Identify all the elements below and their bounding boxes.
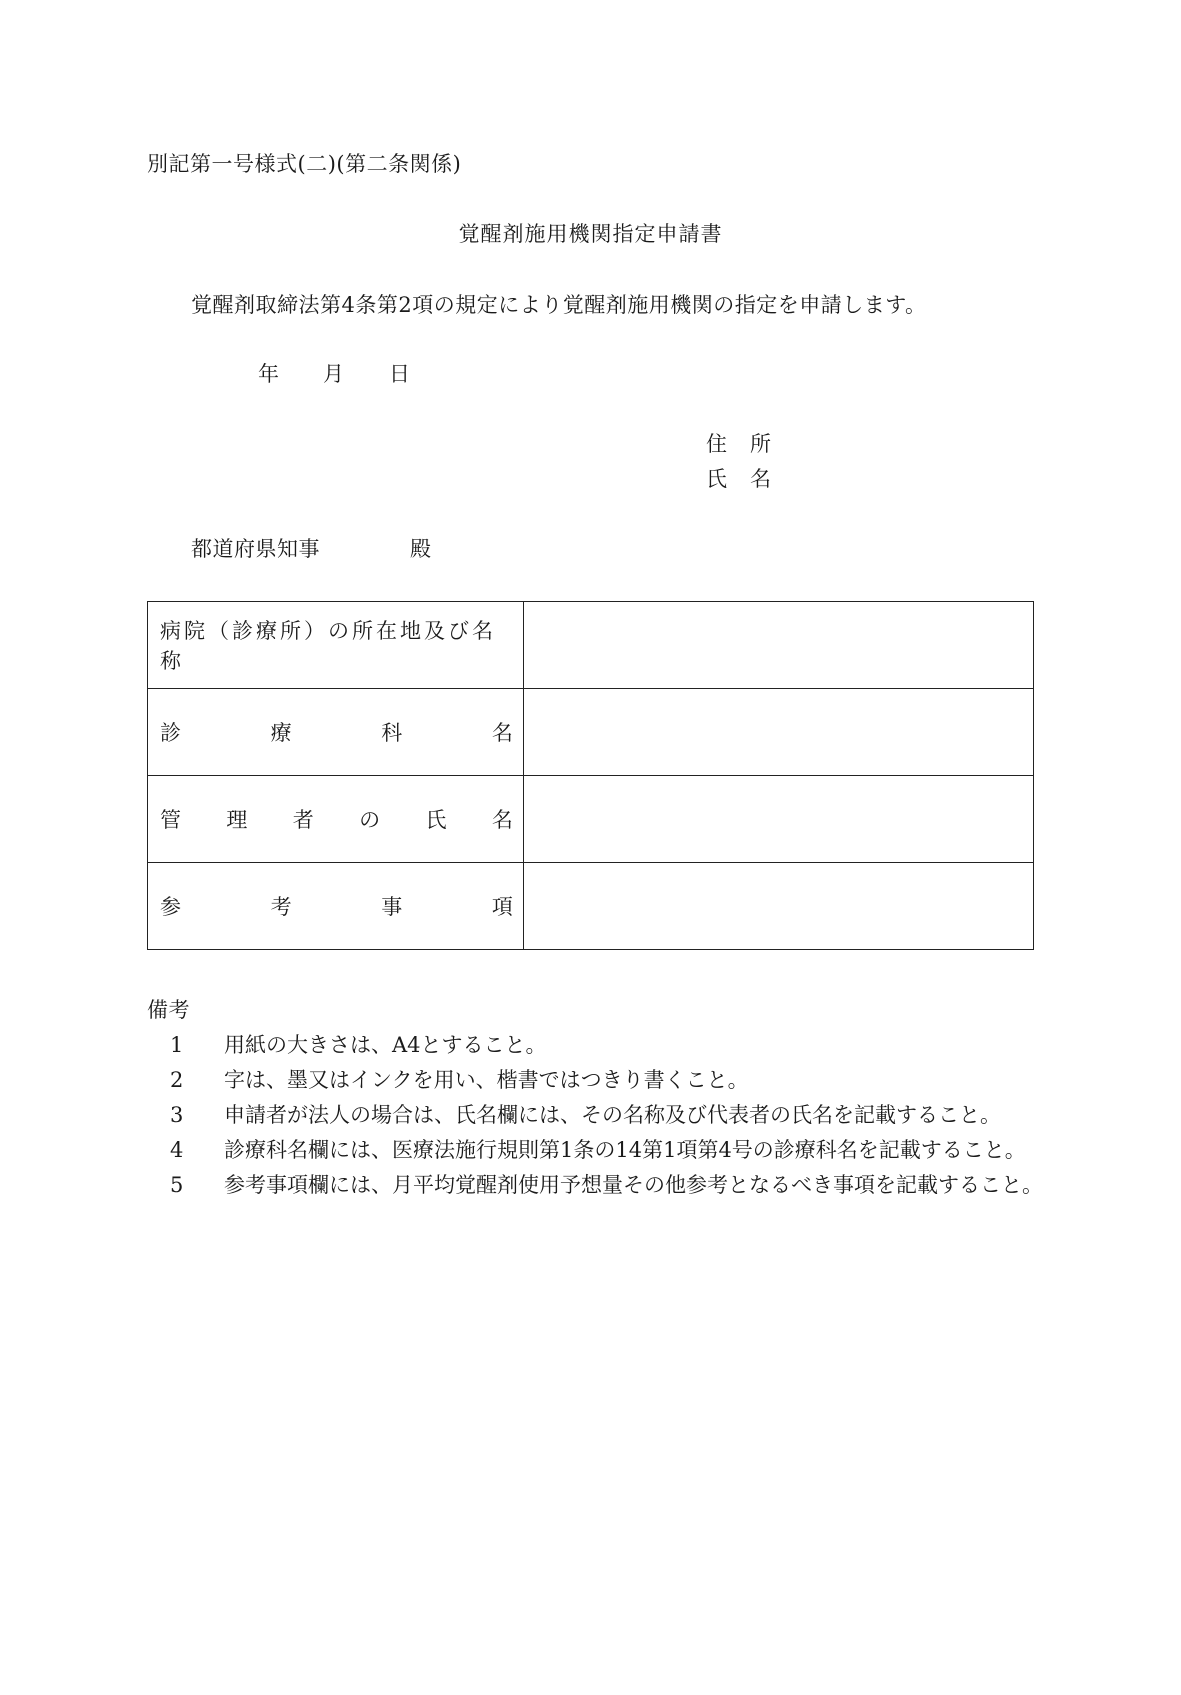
address-label-1: 住 — [706, 432, 728, 456]
application-table — [147, 601, 1034, 950]
remark-text: 申請者が法人の場合は、氏名欄には、その名称及び代表者の氏名を記載すること。 — [224, 1103, 1001, 1127]
label-char: 考 — [270, 895, 292, 919]
reference-items-field[interactable] — [523, 863, 1033, 950]
name-label-2: 名 — [750, 467, 772, 491]
date-month-label: 月 — [323, 362, 345, 386]
table-row — [148, 863, 1034, 950]
table-label-cell — [148, 602, 524, 689]
table-row — [148, 602, 1034, 689]
remark-item — [170, 1136, 1043, 1164]
label-char: 者 — [292, 808, 314, 832]
remark-number: 1 — [170, 1033, 184, 1057]
label-char: 理 — [226, 808, 248, 832]
location-and-name-label — [160, 615, 513, 675]
table-row — [148, 776, 1034, 863]
table-label-cell — [148, 863, 524, 950]
remark-item — [170, 1066, 1043, 1094]
reference-items-label — [160, 891, 513, 921]
remarks-heading: 備考 — [147, 998, 190, 1022]
address-label-2: 所 — [750, 432, 772, 456]
date-year-label: 年 — [258, 362, 280, 386]
date-day-label: 日 — [389, 362, 411, 386]
remark-number: 4 — [170, 1138, 184, 1162]
table-label-cell — [148, 689, 524, 776]
label-text: 病院（診療所）の所在地及び名称 — [160, 619, 496, 673]
name-label-1: 氏 — [706, 467, 728, 491]
remark-number: 5 — [170, 1173, 184, 1197]
label-char: 氏 — [425, 808, 447, 832]
document-title: 覚醒剤施用機関指定申請書 — [458, 222, 723, 246]
department-name-field[interactable] — [523, 689, 1033, 776]
addressee-honorific: 殿 — [410, 537, 432, 561]
department-name-label — [160, 717, 513, 747]
label-char: 名 — [491, 721, 513, 745]
remark-text: 用紙の大きさは、A4とすること。 — [224, 1033, 547, 1057]
label-char: 科 — [381, 721, 403, 745]
remark-number: 3 — [170, 1103, 184, 1127]
label-char: 診 — [160, 721, 181, 745]
remark-text: 診療科名欄には、医療法施行規則第1条の14第1項第4号の診療科名を記載すること。 — [224, 1138, 1026, 1162]
form-number: 別記第一号様式(二)(第二条関係) — [147, 152, 462, 176]
table-row — [148, 689, 1034, 776]
remark-number: 2 — [170, 1068, 184, 1092]
remark-item — [170, 1171, 1043, 1199]
label-char: 名 — [491, 808, 513, 832]
remark-item — [170, 1031, 1043, 1059]
application-statement: 覚醒剤取締法第4条第2項の規定により覚醒剤施用機関の指定を申請します。 — [191, 293, 927, 317]
remark-text: 参考事項欄には、月平均覚醒剤使用予想量その他参考となるべき事項を記載すること。 — [224, 1173, 1043, 1197]
label-char: 管 — [160, 808, 181, 832]
label-char: の — [359, 808, 381, 832]
label-char: 参 — [160, 895, 181, 919]
remark-text: 字は、墨又はインクを用い、楷書ではつきり書くこと。 — [224, 1068, 749, 1092]
table-label-cell — [148, 776, 524, 863]
remark-item — [170, 1101, 1043, 1129]
remarks-list — [170, 1031, 1043, 1199]
manager-name-label — [160, 804, 513, 834]
label-char: 療 — [270, 721, 292, 745]
manager-name-field[interactable] — [523, 776, 1033, 863]
label-char: 事 — [381, 895, 403, 919]
label-char: 項 — [491, 895, 513, 919]
addressee-title: 都道府県知事 — [191, 537, 320, 561]
location-and-name-field[interactable] — [523, 602, 1033, 689]
